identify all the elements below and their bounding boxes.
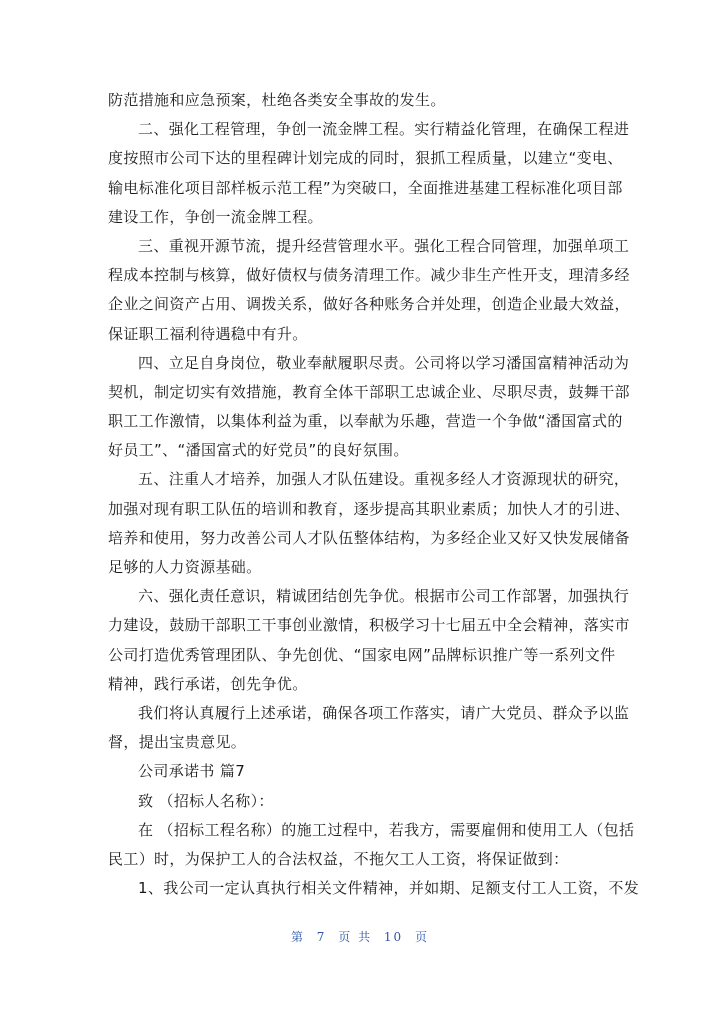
- text-line: 三、重视开源节流，提升经营管理水平。强化工程合同管理，加强单项工: [138, 236, 630, 255]
- text-line: 六、强化责任意识，精诚团结创先争优。根据市公司工作部署，加强执行: [138, 587, 630, 606]
- text-line: 精神，践行承诺，创先争优。: [108, 674, 308, 693]
- text-line: 足够的人力资源基础。: [108, 558, 262, 576]
- text-line: 公司承诺书 篇7: [138, 762, 246, 781]
- footer-end-word: 页: [415, 930, 430, 944]
- text-line: 力建设，鼓励干部职工干事创业激情，积极学习十七届五中全会精神，落实市: [108, 616, 630, 635]
- text-line: 督，提出宝贵意见。: [108, 733, 247, 752]
- footer-page-word: 第: [290, 930, 305, 944]
- text-line: 我们将认真履行上述承诺，确保各项工作落实，请广大党员、群众予以监: [138, 703, 630, 722]
- text-line: 培养和使用，努力改善公司人才队伍整体结构，为多经企业又好又快发展储备: [108, 528, 630, 547]
- text-line: 加强对现有职工队伍的培训和教育，逐步提高其职业素质；加快人才的引进、: [108, 499, 630, 518]
- text-line: 企业之间资产占用、调拨关系，做好各种账务合并处理，创造企业最大效益，: [108, 295, 630, 314]
- text-line: 公司打造优秀管理团队、争先创优、“国家电网”品牌标识推广等一系列文件: [108, 645, 616, 664]
- text-line: 致 （招标人名称）：: [138, 791, 274, 810]
- text-line: 好员工”、“潘国富式的好党员”的良好氛围。: [108, 441, 409, 460]
- text-line: 五、注重人才培养，加强人才队伍建设。重视多经人才资源现状的研究，: [138, 470, 630, 489]
- text-line: 二、强化工程管理，争创一流金牌工程。实行精益化管理，在确保工程进: [138, 120, 630, 139]
- text-line: 在 （招标工程名称）的施工过程中，若我方，需要雇佣和使用工人（包括: [138, 820, 635, 839]
- footer-total-pages: 10: [383, 930, 404, 944]
- text-line: 程成本控制与核算，做好债权与债务清理工作。减少非生产性开支，理清多经: [108, 266, 630, 285]
- text-line: 职工工作激情，以集体利益为重，以奉献为乐趣，营造一个争做“潘国富式的: [108, 412, 623, 431]
- text-line: 契机，制定切实有效措施，教育全体干部职工忠诚企业、尽职尽责，鼓舞干部: [108, 382, 630, 401]
- page-footer: [0, 928, 720, 945]
- text-line: 防范措施和应急预案，杜绝各类安全事故的发生。: [108, 91, 446, 109]
- text-line: 民工）时，为保护工人的合法权益，不拖欠工人工资，将保证做到：: [108, 849, 569, 868]
- text-line: 度按照市公司下达的里程碑计划完成的同时，狠抓工程质量，以建立“变电、: [108, 149, 623, 168]
- footer-current-page: 7: [316, 930, 327, 944]
- footer-of-word: 页 共: [338, 930, 373, 944]
- text-line: 四、立足自身岗位，敬业奉献履职尽责。公司将以学习潘国富精神活动为: [138, 353, 630, 372]
- text-line: 保证职工福利待遇稳中有升。: [108, 324, 308, 343]
- text-line: 1、我公司一定认真执行相关文件精神，并如期、足额支付工人工资，不发: [138, 879, 640, 898]
- text-line: 建设工作，争创一流金牌工程。: [108, 207, 323, 226]
- text-line: 输电标准化项目部样板示范工程”为突破口，全面推进基建工程标准化项目部: [108, 178, 623, 197]
- document-body: [108, 86, 640, 903]
